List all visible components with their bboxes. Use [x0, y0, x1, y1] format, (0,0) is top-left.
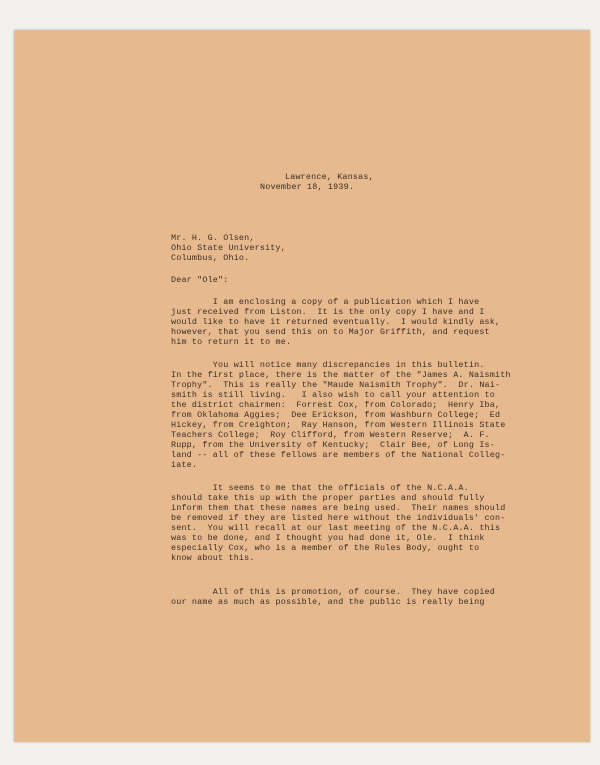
addressee-line: Columbus, Ohio.: [171, 253, 250, 263]
addressee-line: Mr. H. G. Olsen,: [171, 233, 255, 243]
text-line: land -- all of these fellows are members of the National Colleg-: [171, 450, 506, 460]
salutation: Dear "Ole":: [171, 275, 229, 285]
text-line: just received from Liston. It is the only copy I have and I: [171, 307, 485, 317]
text-line: I am enclosing a copy of a publication which I have: [171, 297, 480, 307]
text-line: our name as much as possible, and the public is really being: [171, 597, 485, 607]
text-line: should take this up with the proper parties and should fully: [171, 493, 485, 503]
text-line: however, that you send this on to Major Griffith, and request: [171, 327, 490, 337]
text-line: know about this.: [171, 553, 255, 563]
addressee-line: Ohio State University,: [171, 243, 286, 253]
text-line: from Oklahoma Aggies; Dee Erickson, from Washburn College; Ed: [171, 410, 501, 420]
letter-date: November 18, 1939.: [260, 182, 355, 192]
text-line: be removed if they are listed here without the individuals' con-: [171, 513, 506, 523]
text-line: Rupp, from the University of Kentucky; Clair Bee, of Long Is-: [171, 440, 496, 450]
text-line: inform them that these names are being used. Their names should: [171, 503, 506, 513]
text-line: In the first place, there is the matter of the "James A. Naismith: [171, 370, 511, 380]
text-line: It seems to me that the officials of the N.C.A.A.: [171, 483, 469, 493]
text-line: All of this is promotion, of course. They have copied: [171, 587, 496, 597]
text-line: was to be done, and I thought you had done it, Ole. I think: [171, 533, 485, 543]
letter-page: [14, 30, 590, 742]
text-line: would like to have it returned eventually. I would kindly ask,: [171, 317, 501, 327]
text-line: iate.: [171, 460, 198, 470]
letter-place: Lawrence, Kansas,: [285, 172, 374, 182]
text-line: sent. You will recall at our last meeting of the N.C.A.A. this: [171, 523, 501, 533]
text-line: Hickey, from Creighton; Ray Hanson, from Western Illinois State: [171, 420, 506, 430]
text-line: Teachers College; Roy Clifford, from Western Reserve; A. F.: [171, 430, 490, 440]
text-line: him to return it to me.: [171, 337, 292, 347]
text-line: You will notice many discrepancies in this bulletin.: [171, 360, 485, 370]
text-line: especially Cox, who is a member of the Rules Body, ought to: [171, 543, 480, 553]
text-line: Trophy". This is really the "Maude Naismith Trophy". Dr. Nai-: [171, 380, 501, 390]
text-line: the district chairmen: Forrest Cox, from Colorado; Henry Iba,: [171, 400, 501, 410]
text-line: smith is still living. I also wish to call your attention to: [171, 390, 496, 400]
